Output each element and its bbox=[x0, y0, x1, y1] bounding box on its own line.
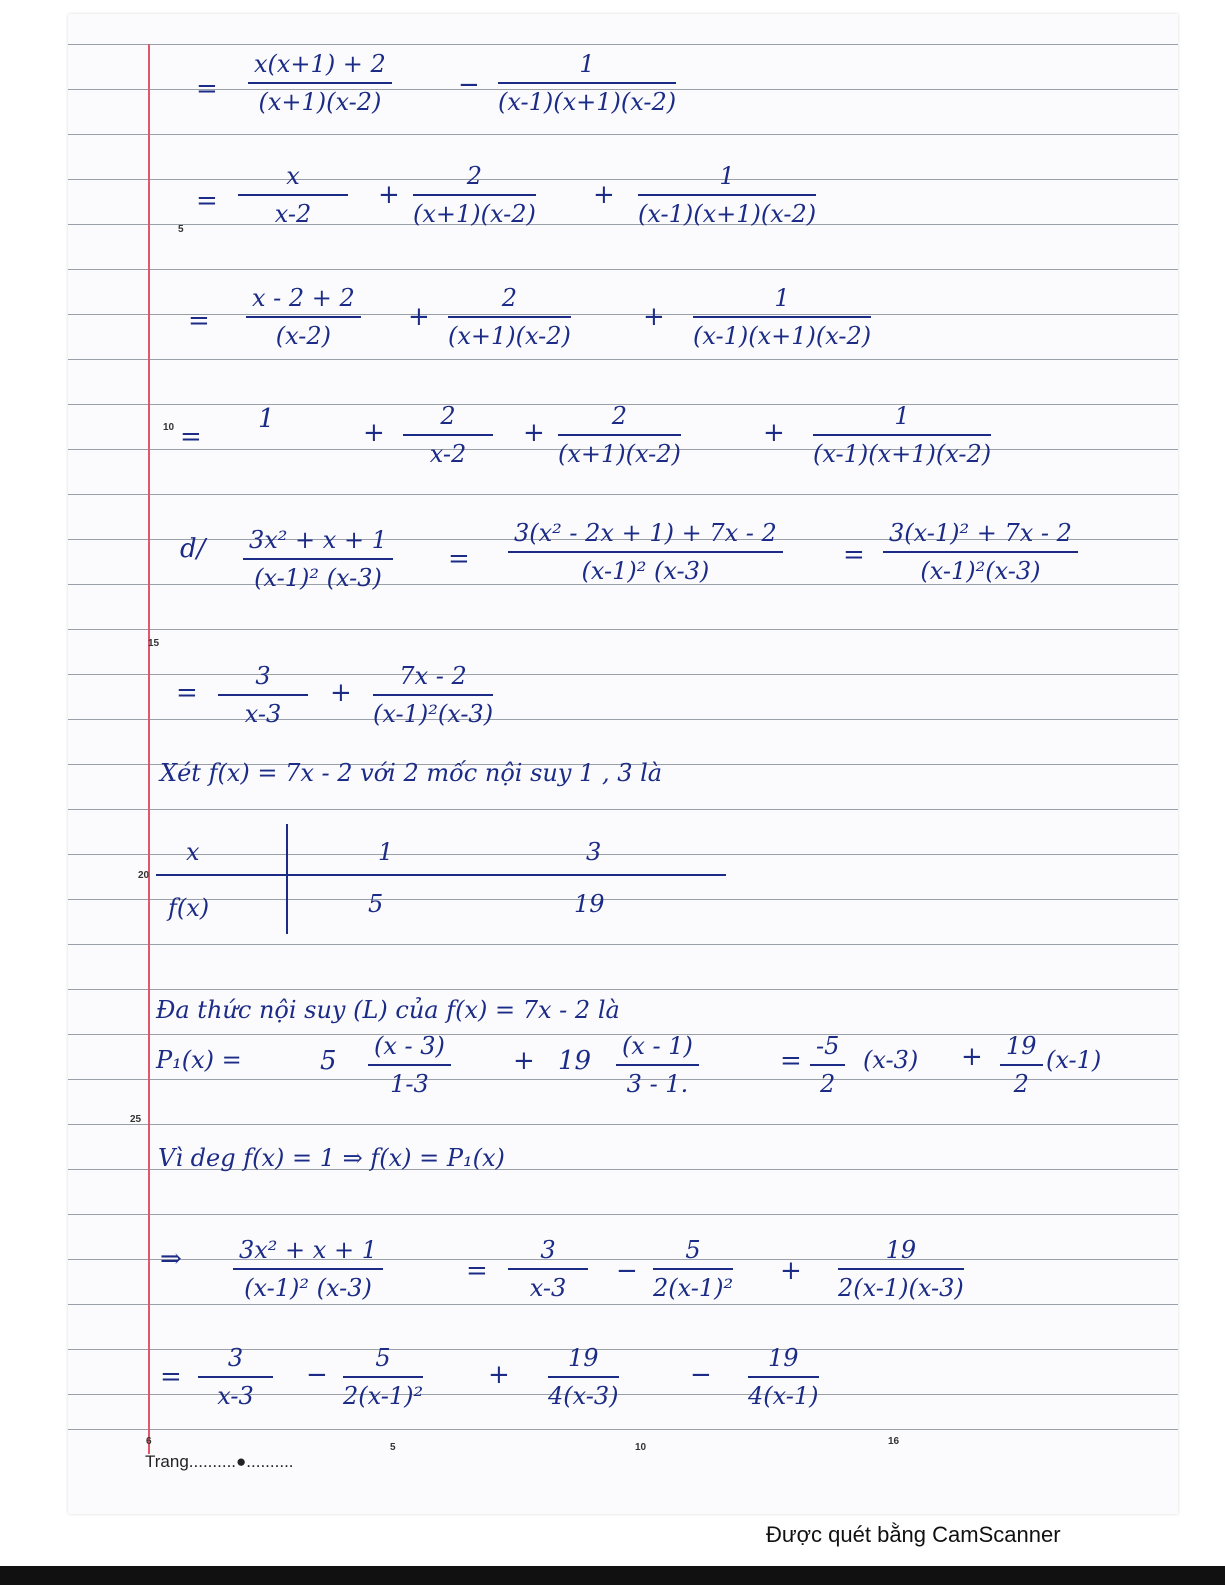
fraction-denominator: (x+1)(x-2) bbox=[448, 322, 571, 350]
fraction-numerator: 2 bbox=[403, 402, 493, 436]
equals-sign: = bbox=[176, 678, 198, 708]
fraction-denominator: (x-1)² (x-3) bbox=[581, 557, 710, 585]
margin-line bbox=[148, 44, 150, 1454]
term: (x-1) bbox=[1046, 1046, 1102, 1074]
line-number: 10 bbox=[163, 422, 175, 433]
fraction-denominator: (x-1)²(x-3) bbox=[373, 700, 494, 728]
fraction-numerator: x bbox=[238, 162, 348, 196]
equals-sign: = bbox=[160, 1362, 182, 1392]
line-number: 20 bbox=[138, 870, 150, 881]
page-number-label: Trang..........●.......... bbox=[145, 1452, 294, 1471]
fraction-numerator: x - 2 + 2 bbox=[246, 284, 361, 318]
fraction-denominator: 2(x-1)² bbox=[343, 1382, 424, 1410]
minus-sign: − bbox=[306, 1360, 328, 1390]
fraction-denominator: x-2 bbox=[274, 200, 312, 228]
plus-sign: + bbox=[513, 1046, 535, 1076]
table-horizontal-rule bbox=[156, 874, 726, 876]
fraction-numerator: 3x² + x + 1 bbox=[233, 1236, 383, 1270]
equals-sign: = bbox=[466, 1256, 488, 1286]
text-line-da-thuc: Đa thức nội suy (L) của f(x) = 7x - 2 là bbox=[156, 996, 620, 1024]
line-number: 25 bbox=[130, 1114, 142, 1125]
fraction-denominator: 2 bbox=[820, 1070, 836, 1098]
fraction-numerator: 3 bbox=[508, 1236, 588, 1270]
fraction-denominator: (x-1)(x+1)(x-2) bbox=[813, 440, 992, 468]
fraction-numerator: 5 bbox=[343, 1344, 423, 1378]
fraction-numerator: 2 bbox=[558, 402, 681, 436]
fraction-numerator: 1 bbox=[693, 284, 871, 318]
line-number: 15 bbox=[148, 638, 160, 649]
plus-sign: + bbox=[330, 678, 352, 708]
fraction-denominator: 2(x-1)(x-3) bbox=[838, 1274, 964, 1302]
term: (x-3) bbox=[863, 1046, 919, 1074]
fraction-denominator: (x-1)(x+1)(x-2) bbox=[498, 88, 677, 116]
ruler-number: 16 bbox=[888, 1436, 900, 1447]
table-header-fx: f(x) bbox=[168, 894, 210, 922]
fraction-numerator: x(x+1) + 2 bbox=[248, 50, 392, 84]
fraction-numerator: 1 bbox=[813, 402, 991, 436]
plus-sign: + bbox=[780, 1256, 802, 1286]
plus-sign: + bbox=[961, 1042, 983, 1072]
fraction-numerator: 3 bbox=[198, 1344, 273, 1378]
fraction-numerator: 7x - 2 bbox=[373, 662, 493, 696]
fraction-denominator: 3 - 1. bbox=[626, 1070, 689, 1098]
coefficient: 5 bbox=[320, 1046, 337, 1076]
plus-sign: + bbox=[488, 1360, 510, 1390]
table-header-x: x bbox=[186, 838, 200, 866]
equals-sign: = bbox=[448, 544, 470, 574]
fraction-denominator: x-3 bbox=[244, 700, 282, 728]
fraction-denominator: x-3 bbox=[217, 1382, 254, 1410]
table-cell: 3 bbox=[586, 838, 602, 866]
polynomial-lhs: P₁(x) = bbox=[156, 1046, 242, 1074]
fraction-numerator: 3 bbox=[218, 662, 308, 696]
fraction-denominator: (x-1)²(x-3) bbox=[920, 557, 1041, 585]
fraction-numerator: 3(x² - 2x + 1) + 7x - 2 bbox=[508, 519, 783, 553]
plus-sign: + bbox=[643, 302, 665, 332]
equals-sign: = bbox=[188, 306, 210, 336]
line-number: 5 bbox=[178, 224, 184, 235]
fraction-numerator: -5 bbox=[810, 1032, 845, 1066]
notebook-page bbox=[68, 14, 1178, 1514]
fraction-denominator: x-2 bbox=[429, 440, 467, 468]
fraction-denominator: 4(x-1) bbox=[748, 1382, 819, 1410]
fraction-denominator: 1-3 bbox=[390, 1070, 429, 1098]
table-cell: 1 bbox=[378, 838, 394, 866]
bottom-bar bbox=[0, 1566, 1225, 1585]
fraction-numerator: 19 bbox=[548, 1344, 619, 1378]
equals-sign: = bbox=[780, 1046, 802, 1076]
fraction-denominator: (x-1)(x+1)(x-2) bbox=[693, 322, 872, 350]
plus-sign: + bbox=[378, 180, 400, 210]
fraction-numerator: 19 bbox=[748, 1344, 819, 1378]
fraction-numerator: 5 bbox=[653, 1236, 733, 1270]
table-cell: 5 bbox=[368, 890, 384, 918]
scanner-watermark: Được quét bằng CamScanner bbox=[766, 1522, 1061, 1547]
fraction-denominator: x-3 bbox=[529, 1274, 567, 1302]
fraction-denominator: (x+1)(x-2) bbox=[258, 88, 382, 116]
coefficient: 19 bbox=[558, 1046, 592, 1076]
text-line-xet: Xét f(x) = 7x - 2 với 2 mốc nội suy 1 , 3 là bbox=[160, 759, 663, 787]
equals-sign: = bbox=[196, 186, 218, 216]
ruler-number: 5 bbox=[390, 1442, 396, 1453]
term: 1 bbox=[258, 404, 275, 434]
text-line-vi: Vì deg f(x) = 1 ⇒ f(x) = P₁(x) bbox=[158, 1144, 505, 1172]
fraction-numerator: 2 bbox=[448, 284, 571, 318]
table-vertical-rule bbox=[286, 824, 288, 934]
fraction-denominator: 4(x-3) bbox=[548, 1382, 619, 1410]
equals-sign: = bbox=[196, 74, 218, 104]
fraction-numerator: (x - 1) bbox=[616, 1032, 699, 1066]
fraction-numerator: 3x² + x + 1 bbox=[243, 526, 393, 560]
fraction-numerator: (x - 3) bbox=[368, 1032, 451, 1066]
fraction-denominator: 2(x-1)² bbox=[653, 1274, 734, 1302]
table-cell: 19 bbox=[574, 890, 605, 918]
minus-sign: − bbox=[616, 1256, 638, 1286]
plus-sign: + bbox=[593, 180, 615, 210]
ruler-number: 10 bbox=[635, 1442, 647, 1453]
fraction-numerator: 19 bbox=[838, 1236, 964, 1270]
ruler-number: 6 bbox=[146, 1436, 152, 1447]
interpolation-table bbox=[156, 824, 726, 934]
fraction-numerator: 1 bbox=[638, 162, 816, 196]
minus-sign: − bbox=[458, 70, 480, 100]
plus-sign: + bbox=[408, 302, 430, 332]
fraction-denominator: (x-1)² (x-3) bbox=[244, 1274, 372, 1302]
fraction-denominator: (x-1)² (x-3) bbox=[254, 564, 382, 592]
fraction-numerator: 2 bbox=[413, 162, 536, 196]
fraction-denominator: 2 bbox=[1013, 1070, 1029, 1098]
plus-sign: + bbox=[523, 418, 545, 448]
equals-sign: = bbox=[180, 422, 202, 452]
fraction-denominator: (x+1)(x-2) bbox=[413, 200, 536, 228]
fraction-denominator: (x-1)(x+1)(x-2) bbox=[638, 200, 817, 228]
fraction-numerator: 3(x-1)² + 7x - 2 bbox=[883, 519, 1078, 553]
minus-sign: − bbox=[690, 1360, 712, 1390]
fraction-numerator: 19 bbox=[1000, 1032, 1043, 1066]
fraction-denominator: (x-2) bbox=[275, 322, 332, 350]
part-label: d/ bbox=[180, 534, 206, 564]
fraction-numerator: 1 bbox=[498, 50, 676, 84]
plus-sign: + bbox=[763, 418, 785, 448]
equals-sign: = bbox=[843, 540, 865, 570]
implies-arrow: ⇒ bbox=[160, 1244, 182, 1274]
plus-sign: + bbox=[363, 418, 385, 448]
fraction-denominator: (x+1)(x-2) bbox=[558, 440, 681, 468]
